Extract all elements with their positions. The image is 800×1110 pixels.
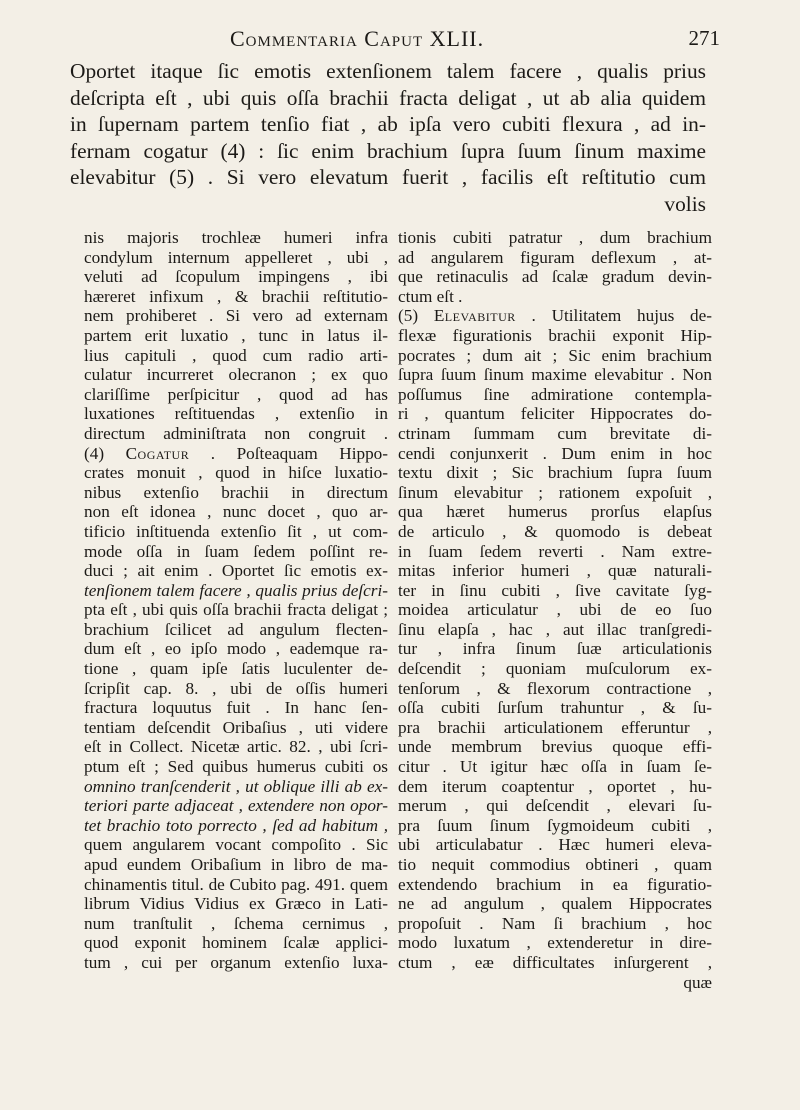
- text-line: eſt in Collect. Nicetæ artic. 82. , ubi ſcri-: [84, 737, 388, 757]
- text-line: ubi articulabatur . Hæc humeri eleva-: [398, 835, 712, 855]
- text-line: deſcendit ; quoniam muſculorum ex-: [398, 659, 712, 679]
- text-line: tione , quam ipſe ſatis luculenter de-: [84, 659, 388, 679]
- text-line: tentiam deſcendit Oribaſius , uti videre: [84, 717, 388, 737]
- text-line: merum , qui deſcendit , elevari ſu-: [398, 796, 712, 816]
- text-line: flexæ figurationis brachii exponit Hip-: [398, 325, 712, 345]
- text-line: de articulo , & quomodo is debeat: [398, 521, 712, 541]
- text-line: qua hæret humerus prorſus elapſus: [398, 502, 712, 522]
- text-line: que retinaculis ad ſcalæ gradum devin-: [398, 267, 712, 287]
- text-line: mode oſſa in ſuam ſedem poſſint re-: [84, 541, 388, 561]
- text-line: condylum internum appelleret , ubi ,: [84, 247, 388, 267]
- text-line: pra brachii articulationem efferuntur ,: [398, 717, 712, 737]
- text-line: lius capituli , quod cum radio arti-: [84, 345, 388, 365]
- text-line: fractura loquutus fuit . In hanc ſen-: [84, 698, 388, 718]
- text-line: veluti ad ſcopulum impingens , ibi: [84, 267, 388, 287]
- text-line: dum eſt , eo ipſo modo , eademque ra-: [84, 639, 388, 659]
- text-line: ſinum elevabitur ; rationem expoſuit ,: [398, 482, 712, 502]
- quote-line: tet brachio toto porrecto , ſed ad habitum ,: [84, 815, 388, 835]
- text-line: brachium ſcilicet ad angulum flecten-: [84, 619, 388, 639]
- text-line: oſſa cubiti ſurſum trahuntur , & ſu-: [398, 698, 712, 718]
- text-line: ſinu elapſa , hac , aut illac tranſgredi-: [398, 619, 712, 639]
- text-line: num tranſtulit , ſchema cernimus ,: [84, 913, 388, 933]
- text-line: duci ; ait enim . Oportet ſic emotis ex-: [84, 561, 388, 581]
- note-heading-4: (4) Cogatur . Poſteaquam Hippo-: [84, 443, 388, 463]
- text-line: clariſſime perſpicitur , quod ad has: [84, 384, 388, 404]
- text-line: culatur incurreret olecranon ; ex quo: [84, 365, 388, 385]
- left-column: [84, 228, 388, 973]
- text-line: citur . Ut igitur hæc oſſa in ſuam ſe-: [398, 757, 712, 777]
- text-line: textu dixit ; Sic brachium ſupra ſuum: [398, 463, 712, 483]
- text-line: pra ſuum ſinum ſygmoideum cubiti ,: [398, 815, 712, 835]
- text-line: ſupra ſuum ſinum maxime elevabitur . Non: [398, 365, 712, 385]
- catchword: quæ: [683, 972, 712, 992]
- note-heading-5: (5) Elevabitur . Utilitatem hujus de-: [398, 306, 712, 326]
- quote-line: ptum eſt ; Sed quibus humerus cubiti os: [84, 757, 388, 777]
- text-line: ad angularem figuram deflexum , at-: [398, 247, 712, 267]
- text-line: propoſuit . Nam ſi brachium , hoc: [398, 913, 712, 933]
- page-number: 271: [688, 26, 720, 50]
- right-column: [398, 228, 712, 992]
- text-line: deſcripta eſt , ubi quis oſſa brachii fracta deligat , ut ab alia quidem: [70, 85, 706, 110]
- text-line: in ſuam ſedem reverti . Nam extre-: [398, 541, 712, 561]
- text-line: ter in ſinu cubiti , ſive cavitate ſyg-: [398, 580, 712, 600]
- text-line: ſcripſit cap. 8. , ubi de oſſis humeri: [84, 678, 388, 698]
- quote-line: tenſionem talem facere , qualis prius deſcri-: [84, 580, 388, 600]
- page-header: [60, 26, 720, 52]
- text-line: tenſorum , & flexorum contractione ,: [398, 678, 712, 698]
- text-line: directum adminiſtrata non congruit .: [84, 423, 388, 443]
- text-line: unde membrum brevius quoque effi-: [398, 737, 712, 757]
- quote-line: quem angularem vocant compoſito . Sic: [84, 835, 388, 855]
- text-line: in ſupernam partem tenſio fiat , ab ipſa vero cubiti flexura , ad in-: [70, 112, 706, 136]
- intro-paragraph: [70, 58, 706, 217]
- text-line: dem iterum coaptentur , oportet , hu-: [398, 776, 712, 796]
- text-line: tionis cubiti patratur , dum brachium: [398, 228, 712, 247]
- text-line: ctum , eæ difficultates inſurgerent ,: [398, 952, 712, 972]
- text-line: crates monuit , quod in hiſce luxatio-: [84, 463, 388, 483]
- text-line: nem prohiberet . Si vero ad externam: [84, 306, 388, 326]
- text-line: tum , cui per organum extenſio luxa-: [84, 952, 388, 972]
- text-line: tio nequit commodius obtineri , quam: [398, 855, 712, 874]
- text-line: librum Vidius Vidius ex Græco in Lati-: [84, 894, 388, 914]
- text-line: poſſumus ſine admiratione contempla-: [398, 384, 712, 404]
- text-line: tur , infra ſinum ſuæ articulationis: [398, 639, 712, 659]
- text-line: hæreret infixum , & brachii reſtitutio-: [84, 286, 388, 306]
- text-line: Oportet itaque ſic emotis extenſionem talem facere , qualis prius: [70, 59, 706, 83]
- text-line: nis majoris trochleæ humeri infra: [84, 228, 388, 247]
- text-line: mitas inferior humeri , quæ naturali-: [398, 561, 712, 581]
- text-line: elevabitur (5) . Si vero elevatum fuerit , facilis eſt reſtitutio cum: [70, 165, 706, 189]
- quote-line: pta eſt , ubi quis oſſa brachii fracta deligat ;: [84, 600, 388, 620]
- text-line: ne ad angulum , qualem Hippocrates: [398, 894, 712, 914]
- text-line: non eſt idonea , nunc docet , quo ar-: [84, 502, 388, 522]
- text-line: modo luxatum , extenderetur in dire-: [398, 933, 712, 953]
- text-line: partem erit luxatio , tunc in latus il-: [84, 325, 388, 345]
- text-line: cendi conjunxerit . Dum enim in hoc: [398, 443, 712, 463]
- text-line: fernam cogatur (4) : ſic enim brachium ſupra ſuum ſinum maxime: [70, 138, 706, 163]
- text-line: ri , quantum feliciter Hippocrates do-: [398, 404, 712, 424]
- quote-line: teriori parte adjaceat , extendere non opor-: [84, 796, 388, 816]
- text-line: quod exponit hominem ſcalæ applici-: [84, 933, 388, 953]
- text-line: luxationes reſtituendas , extenſio in: [84, 404, 388, 424]
- quote-line: omnino tranſcenderit , ut oblique illi ab ex-: [84, 776, 388, 796]
- catchword: volis: [664, 191, 706, 216]
- running-head: Commentaria Caput XLII.: [230, 26, 485, 51]
- text-line: extendendo brachium in ea figuratio-: [398, 874, 712, 894]
- text-line: pocrates ; dum ait ; Sic enim brachium: [398, 345, 712, 365]
- text-line: ctum eſt .: [398, 286, 463, 306]
- text-line: apud eundem Oribaſium in libro de ma-: [84, 855, 388, 874]
- text-line: tificio inſtituenda extenſio ſit , ut com-: [84, 521, 388, 541]
- text-line: chinamentis titul. de Cubito pag. 491. quem: [84, 874, 388, 894]
- text-line: ctrinam ſummam cum brevitate di-: [398, 423, 712, 443]
- text-line: moidea articulatur , ubi de eo ſuo: [398, 600, 712, 620]
- text-line: nibus extenſio brachii in directum: [84, 482, 388, 502]
